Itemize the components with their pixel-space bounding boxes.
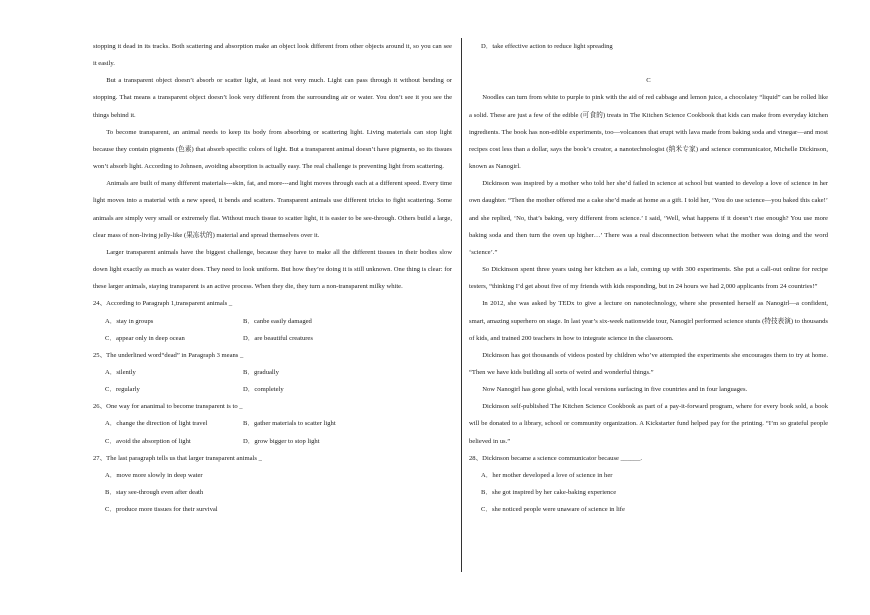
question-26-option-d: D．grow bigger to stop light — [243, 437, 320, 445]
question-28-option-a: A．her mother developed a love of science in her — [481, 471, 613, 479]
question-25-option-b: B．gradually — [243, 368, 279, 376]
question-24: 24、According to Paragraph 1,transparent animals _ — [93, 300, 233, 308]
question-28-option-b: B．she got inspired by her cake-baking experience — [481, 489, 617, 497]
question-25-option-c: C．regularly — [105, 386, 140, 394]
question-26-options-row-2 — [93, 433, 452, 450]
right-paragraph-6: Now Nanogirl has gone global, with local versions surfacing in five countries and in four languages. — [482, 386, 748, 394]
question-27-option-b: B．stay see-through even after death — [105, 489, 204, 497]
question-25-option-d: D．completely — [243, 386, 284, 394]
question-24-option-a: A．stay in groups — [105, 317, 154, 325]
question-25-option-a: A．silently — [105, 368, 136, 376]
column-divider — [461, 38, 462, 572]
question-28: 28、Dickinson became a science communicator because ______. — [469, 454, 643, 462]
left-paragraph-1: stopping it dead in its tracks. Both scattering and absorption make an object look different from other objects around it, so you can see it easily. — [93, 43, 452, 68]
question-24-options-row-1 — [93, 313, 452, 330]
left-paragraph-3: To become transparent, an animal needs to keep its body from absorbing or scattering light. Living materials can stop light because they contain pigments (色素) that absorb specific colors of light. But a transparent animal doesn’t have pigments, so its tissues won’t absorb light. According to Johnsen, avoiding absorption is actually easy. The real challenge is preventing light from scattering. — [93, 128, 452, 171]
spacer — [469, 55, 828, 72]
question-24-options-row-2 — [93, 330, 452, 347]
left-paragraph-4: Animals are built of many different materials---skin, fat, and more---and light moves through each at a different speed. Every time light moves into a material with a new speed, it bends and scatters. Transparent animals use different tricks to fight scattering. Some animals are simply very small or extremely flat. Without much tissue to scatter light, it is easier to be see-through. Others build a large, clear mass of non-living jelly-like (果冻状的) material and spread themselves over it. — [93, 180, 452, 239]
left-paragraph-5: Larger transparent animals have the biggest challenge, because they have to make all the different tissues in their bodies slow down light exactly as much as water does. They need to look uniform. But how they’re doing it is still unknown. One thing is clear: for these larger animals, staying transparent is an active process. When they die, they turn a non-transparent milky white. — [93, 248, 452, 291]
right-paragraph-2: Dickinson was inspired by a mother who told her she’d failed in science at school but wanted to develop a love of science in her own daughter. “Then the mother offered me a cake she’d made at home as a gift. I told her, ‘You do use science—you baked this cake!’ and she replied, ‘No, that’s baking, very different from science.’ I said, ‘Well, what happens if it doesn’t rise enough? You use more baking soda and then turn the oven up higher…’ There was a real disconnection between what the mother was doing and the word ‘science’.” — [469, 180, 828, 256]
right-paragraph-4: In 2012, she was asked by TEDx to give a lecture on nanotechnology, where she presented herself as Nanogirl—a confident, smart, amazing superhero on stage. In last year’s six-week nationwide tour, Nanogirl performed science stunts (特技表演) to thousands of kids, and trained 200 teachers in how to integrate science in the classroom. — [469, 300, 828, 342]
question-27: 27、The last paragraph tells us that larger transparent animals _ — [93, 454, 262, 462]
question-26-option-a: A．change the direction of light travel — [105, 420, 208, 428]
left-column — [93, 38, 452, 518]
question-24-option-d: D．are beautiful creatures — [243, 334, 313, 342]
question-26: 26、One way for ananimal to become transparent is to _ — [93, 403, 243, 411]
question-28-option-c: C．she noticed people were unaware of science in life — [481, 506, 625, 514]
question-24-option-b: B．canbe easily damaged — [243, 317, 312, 325]
question-26-option-b: B．gather materials to scatter light — [243, 420, 336, 428]
left-paragraph-2: But a transparent object doesn’t absorb or scatter light, at least not very much. Light can pass through it without bending or stopping. That means a transparent object doesn’t look very different from the surrounding air or water. You don’t see it you see the things behind it. — [93, 77, 452, 119]
question-25-options-row-1 — [93, 364, 452, 381]
question-24-option-c: C．appear only in deep ocean — [105, 334, 185, 342]
right-paragraph-5: Dickinson has got thousands of videos posted by children who’ve attempted the experiments she encourages them to try at home. “Then we have kids building all sorts of weird and wonderful things.” — [469, 351, 828, 376]
question-27-option-c: C．produce more tissues for their survival — [105, 506, 218, 514]
question-26-options-row-1 — [93, 415, 452, 432]
right-paragraph-3: So Dickinson spent three years using her kitchen as a lab, coming up with 300 experiments. She put a call-out online for recipe testers, “thinking I’d get about five of my friends with kids responding, but in 24 hours we had 2,000 applicants from 24 countries!” — [469, 266, 828, 291]
question-27-option-d: D．take effective action to reduce light spreading — [481, 43, 613, 50]
right-column — [469, 38, 828, 518]
right-paragraph-1: Noodles can turn from white to purple to pink with the aid of red cabbage and lemon juice, a chocolatey “liquid” can be rolled like a solid. These are just a few of the edible (可食的) treats in The Kitchen Science Cookbook that kids can make from everyday kitchen ingredients. The book has non-edible experiments, too—volcanoes that erupt with lava made from baking soda and vinegar—and most recipes cost less than a dollar, says the book’s creator, a nanotechnologist (纳米专家) and science communicator, Michelle Dickinson, known as Nanogirl. — [469, 94, 828, 171]
section-heading: C — [646, 77, 651, 85]
question-25: 25、The underlined word“dead” in Paragraph 3 means _ — [93, 351, 244, 359]
question-26-option-c: C．avoid the absorption of light — [105, 437, 191, 445]
question-27-option-a: A．move more slowly in deep water — [105, 471, 203, 479]
right-paragraph-7: Dickinson self-published The Kitchen Science Cookbook as part of a pay-it-forward program, where for every book sold, a book will be donated to a library, school or community organization. A Kickstarter fund helped pay for the printing. “I’m so grateful people believed in us.” — [469, 403, 828, 445]
question-25-options-row-2 — [93, 381, 452, 398]
